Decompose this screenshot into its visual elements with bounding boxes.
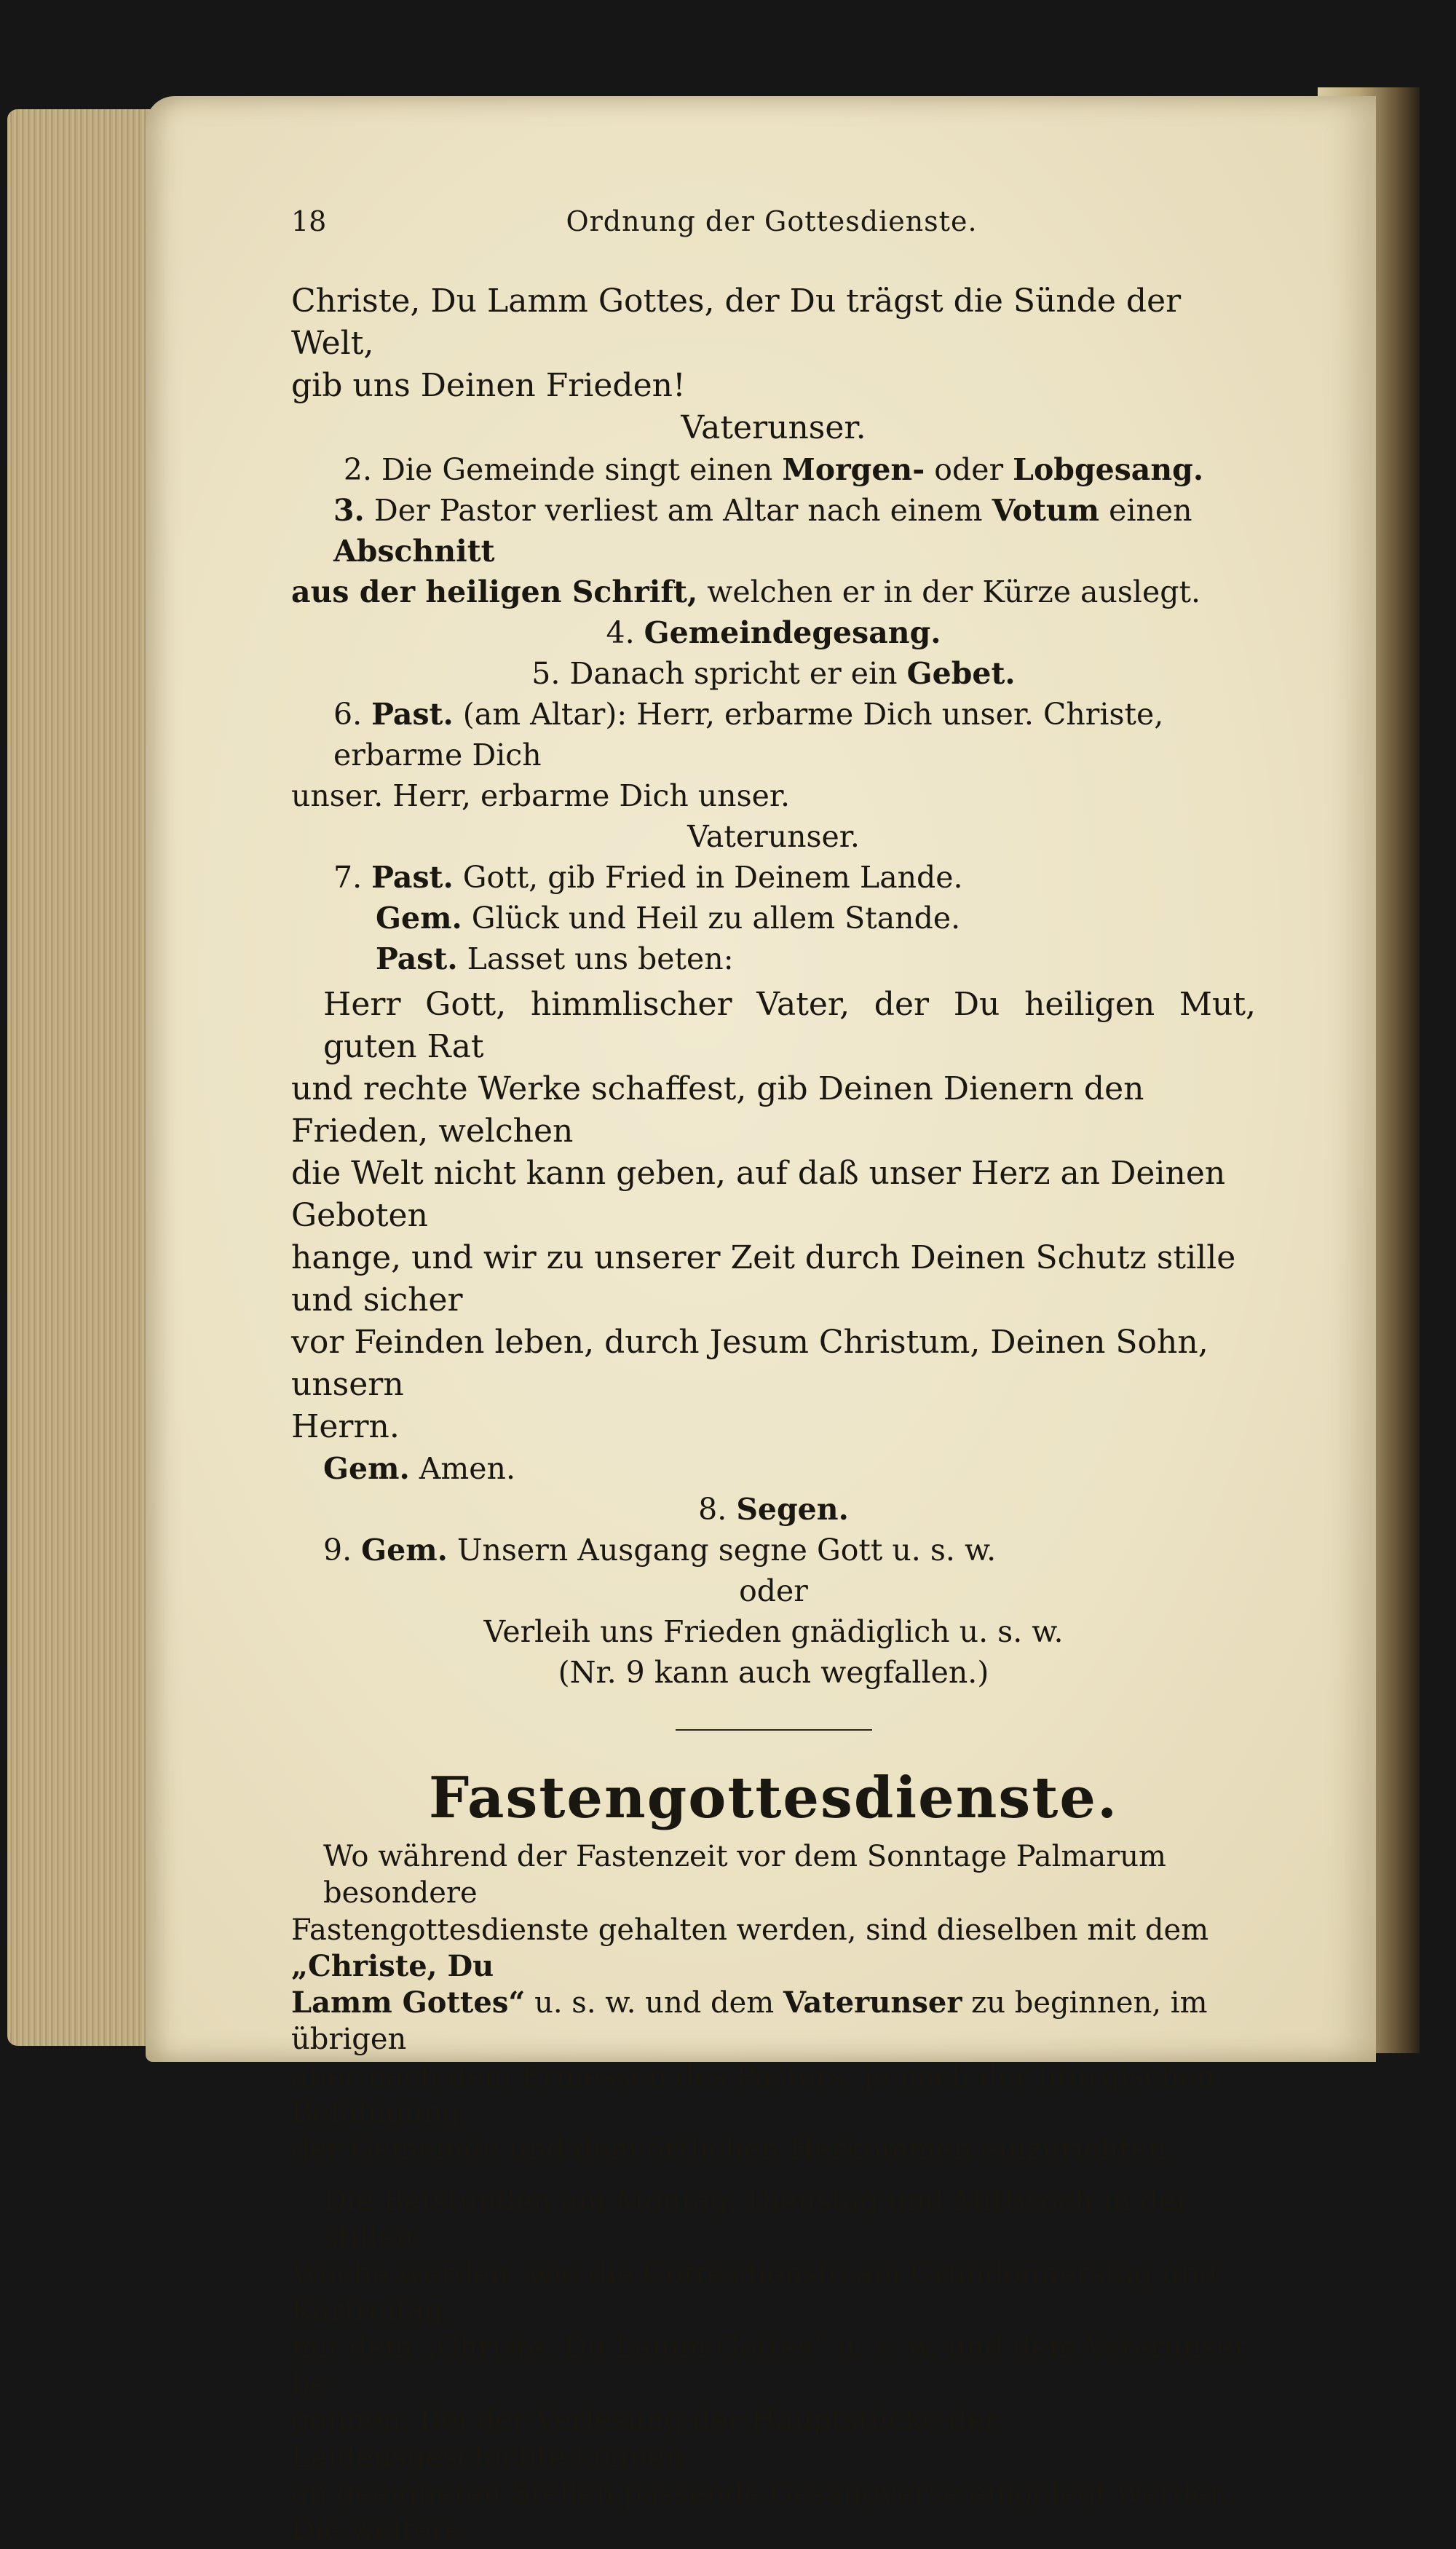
paragraph-line bbox=[291, 1985, 1256, 2058]
item-text: Glück und Heil zu allem Stande. bbox=[462, 901, 961, 936]
running-head bbox=[291, 205, 1252, 249]
paragraph-line: aber nach dem Ermessen des Pastors, je nach der liturgischen Befähigung bbox=[291, 2059, 1216, 2130]
item-emphasis: Morgen- bbox=[782, 452, 925, 487]
item-text: Der Pastor verliest am Altar nach einem bbox=[373, 493, 992, 528]
line-emphasis: „Christe, Du bbox=[291, 1948, 494, 1983]
item-5 bbox=[291, 653, 1256, 694]
item-text: Gott, gib Fried in Deinem Lande. bbox=[453, 860, 963, 895]
section-paragraph-1 bbox=[291, 1838, 1256, 2168]
item-number: 8. bbox=[698, 1492, 727, 1527]
item-9 bbox=[291, 1530, 1256, 1570]
prayer-line: Herr Gott, himmlischer Vater, der Du heiligen Mut, guten Rat bbox=[323, 986, 1256, 1065]
line-emphasis: Vaterunser bbox=[783, 1985, 962, 2020]
item-8 bbox=[291, 1489, 1256, 1530]
paragraph-line: der Gemeinde und dem örtlichen Herkommen einzurichten. bbox=[291, 2133, 1176, 2167]
line-text: zu beginnen, im übrigen bbox=[291, 1986, 1208, 2057]
running-title: Ordnung der Gottesdienste. bbox=[566, 205, 978, 237]
item-text: Amen. bbox=[409, 1451, 515, 1486]
item-text: oder bbox=[925, 452, 1013, 487]
item-emphasis: Lobgesang. bbox=[1013, 452, 1204, 487]
prayer-line: und rechte Werke schaffest, gib Deinen Dienern den Frieden, welchen bbox=[291, 1070, 1144, 1150]
prayer-line: Herrn. bbox=[291, 1408, 400, 1445]
page-number: 18 bbox=[291, 205, 327, 237]
line-text: u. s. w. und dem bbox=[525, 1986, 783, 2020]
verleih-line: Verleih uns Frieden gnädiglich u. s. w. bbox=[483, 1614, 1064, 1649]
item-emphasis: aus der heiligen Schrift, bbox=[291, 574, 698, 609]
item-number: 6. bbox=[333, 697, 363, 732]
agnus-dei-line-2: gib uns Deinen Frieden! bbox=[291, 367, 686, 404]
agnus-dei-line-1: Christe, Du Lamm Gottes, der Du trägst die Sünde der Welt, bbox=[291, 282, 1182, 362]
lords-prayer-1: Vaterunser. bbox=[681, 409, 866, 446]
item-number: 7. bbox=[333, 860, 363, 895]
item-text: Unsern Ausgang segne Gott u. s. w. bbox=[447, 1533, 997, 1568]
nr9-note: (Nr. 9 kann auch wegfallen.) bbox=[558, 1655, 989, 1690]
item-7-line-3 bbox=[291, 938, 1256, 979]
item-text: Die Gemeinde singt einen bbox=[381, 452, 783, 487]
line-emphasis: Lamm Gottes“ bbox=[291, 1985, 526, 2020]
section-divider bbox=[676, 1729, 872, 1731]
item-number: 9. bbox=[323, 1533, 352, 1568]
speaker-label: Gem. bbox=[376, 901, 462, 936]
speaker-label: Gem. bbox=[361, 1533, 448, 1568]
lords-prayer-2: Vaterunser. bbox=[687, 819, 860, 854]
item-emphasis: Abschnitt bbox=[333, 534, 495, 569]
item-7-line-1 bbox=[291, 857, 1256, 898]
paragraph-line: mit dem „Christe, Du Lamm Gottes“ u. s. w. und dem Vaterunser be- bbox=[291, 2330, 1248, 2401]
item-6-line-1 bbox=[291, 694, 1256, 775]
item-3-line-1 bbox=[291, 490, 1256, 572]
item-4 bbox=[291, 612, 1256, 653]
paragraph-line bbox=[291, 1912, 1256, 1985]
item-2 bbox=[291, 449, 1256, 490]
item-emphasis: Gemeindegesang. bbox=[644, 615, 941, 650]
item-text: einen bbox=[1099, 493, 1192, 528]
item-number: 5. bbox=[531, 656, 561, 691]
prayer-line: hange, und wir zu unserer Zeit durch Deinen Schutz stille und sicher bbox=[291, 1239, 1236, 1319]
paragraph-line: Woche werden, wie die Gottesdienste am Gründonnerstag und Karfreitag, bbox=[291, 2257, 1218, 2328]
item-emphasis: Votum bbox=[992, 493, 1100, 528]
prayer bbox=[291, 984, 1256, 1448]
paragraph-line: an geeigneten Stellen passende Gesangverse eingelegt werden. Die weitere bbox=[291, 2477, 1237, 2548]
section-title: Fastengottesdienste. bbox=[428, 1765, 1119, 1831]
item-text: (am Altar): Herr, erbarme Dich unser. Christe, erbarme Dich bbox=[333, 697, 1164, 772]
speaker-label: Past. bbox=[376, 941, 458, 976]
item-number: 3. bbox=[333, 493, 365, 528]
speaker-label: Past. bbox=[371, 697, 454, 732]
speaker-label: Past. bbox=[371, 860, 454, 895]
item-emphasis: Segen. bbox=[736, 1492, 849, 1527]
paragraph-line: Wo während der Fastenzeit vor dem Sonntage Palmarum besondere bbox=[323, 1840, 1166, 1910]
line-text: Fastengottesdienste gehalten werden, sind dieselben mit dem bbox=[291, 1913, 1209, 1947]
page-content bbox=[291, 280, 1256, 2549]
item-number: 2. bbox=[343, 452, 372, 487]
amen-line bbox=[291, 1448, 1256, 1489]
oder-line: oder bbox=[739, 1573, 808, 1608]
item-6-line-2: unser. Herr, erbarme Dich unser. bbox=[291, 778, 791, 813]
item-emphasis: Gebet. bbox=[906, 656, 1016, 691]
item-text: Lasset uns beten: bbox=[457, 941, 734, 976]
prayer-line: die Welt nicht kann geben, auf daß unser Herz an Deinen Geboten bbox=[291, 1155, 1226, 1234]
prayer-line: vor Feinden leben, durch Jesum Christum, Deinen Sohn, unsern bbox=[291, 1324, 1208, 1403]
item-3-line-2 bbox=[291, 572, 1256, 612]
item-text: Danach spricht er ein bbox=[569, 656, 907, 691]
item-text: welchen er in der Kürze auslegt. bbox=[697, 574, 1201, 609]
paragraph-line: gonnen. Bei der Verlesung der Hauptstücke der Leidensgeschichte können bbox=[291, 2403, 999, 2474]
item-number: 4. bbox=[606, 615, 635, 650]
speaker-label: Gem. bbox=[323, 1451, 410, 1486]
paragraph-line: Die Betstunden am Montag, Dienstag und Mittwoch in der stillen bbox=[323, 2184, 1190, 2254]
page-edges bbox=[7, 109, 167, 2046]
section-paragraph-2 bbox=[291, 2183, 1256, 2549]
item-7-line-2 bbox=[291, 898, 1256, 938]
